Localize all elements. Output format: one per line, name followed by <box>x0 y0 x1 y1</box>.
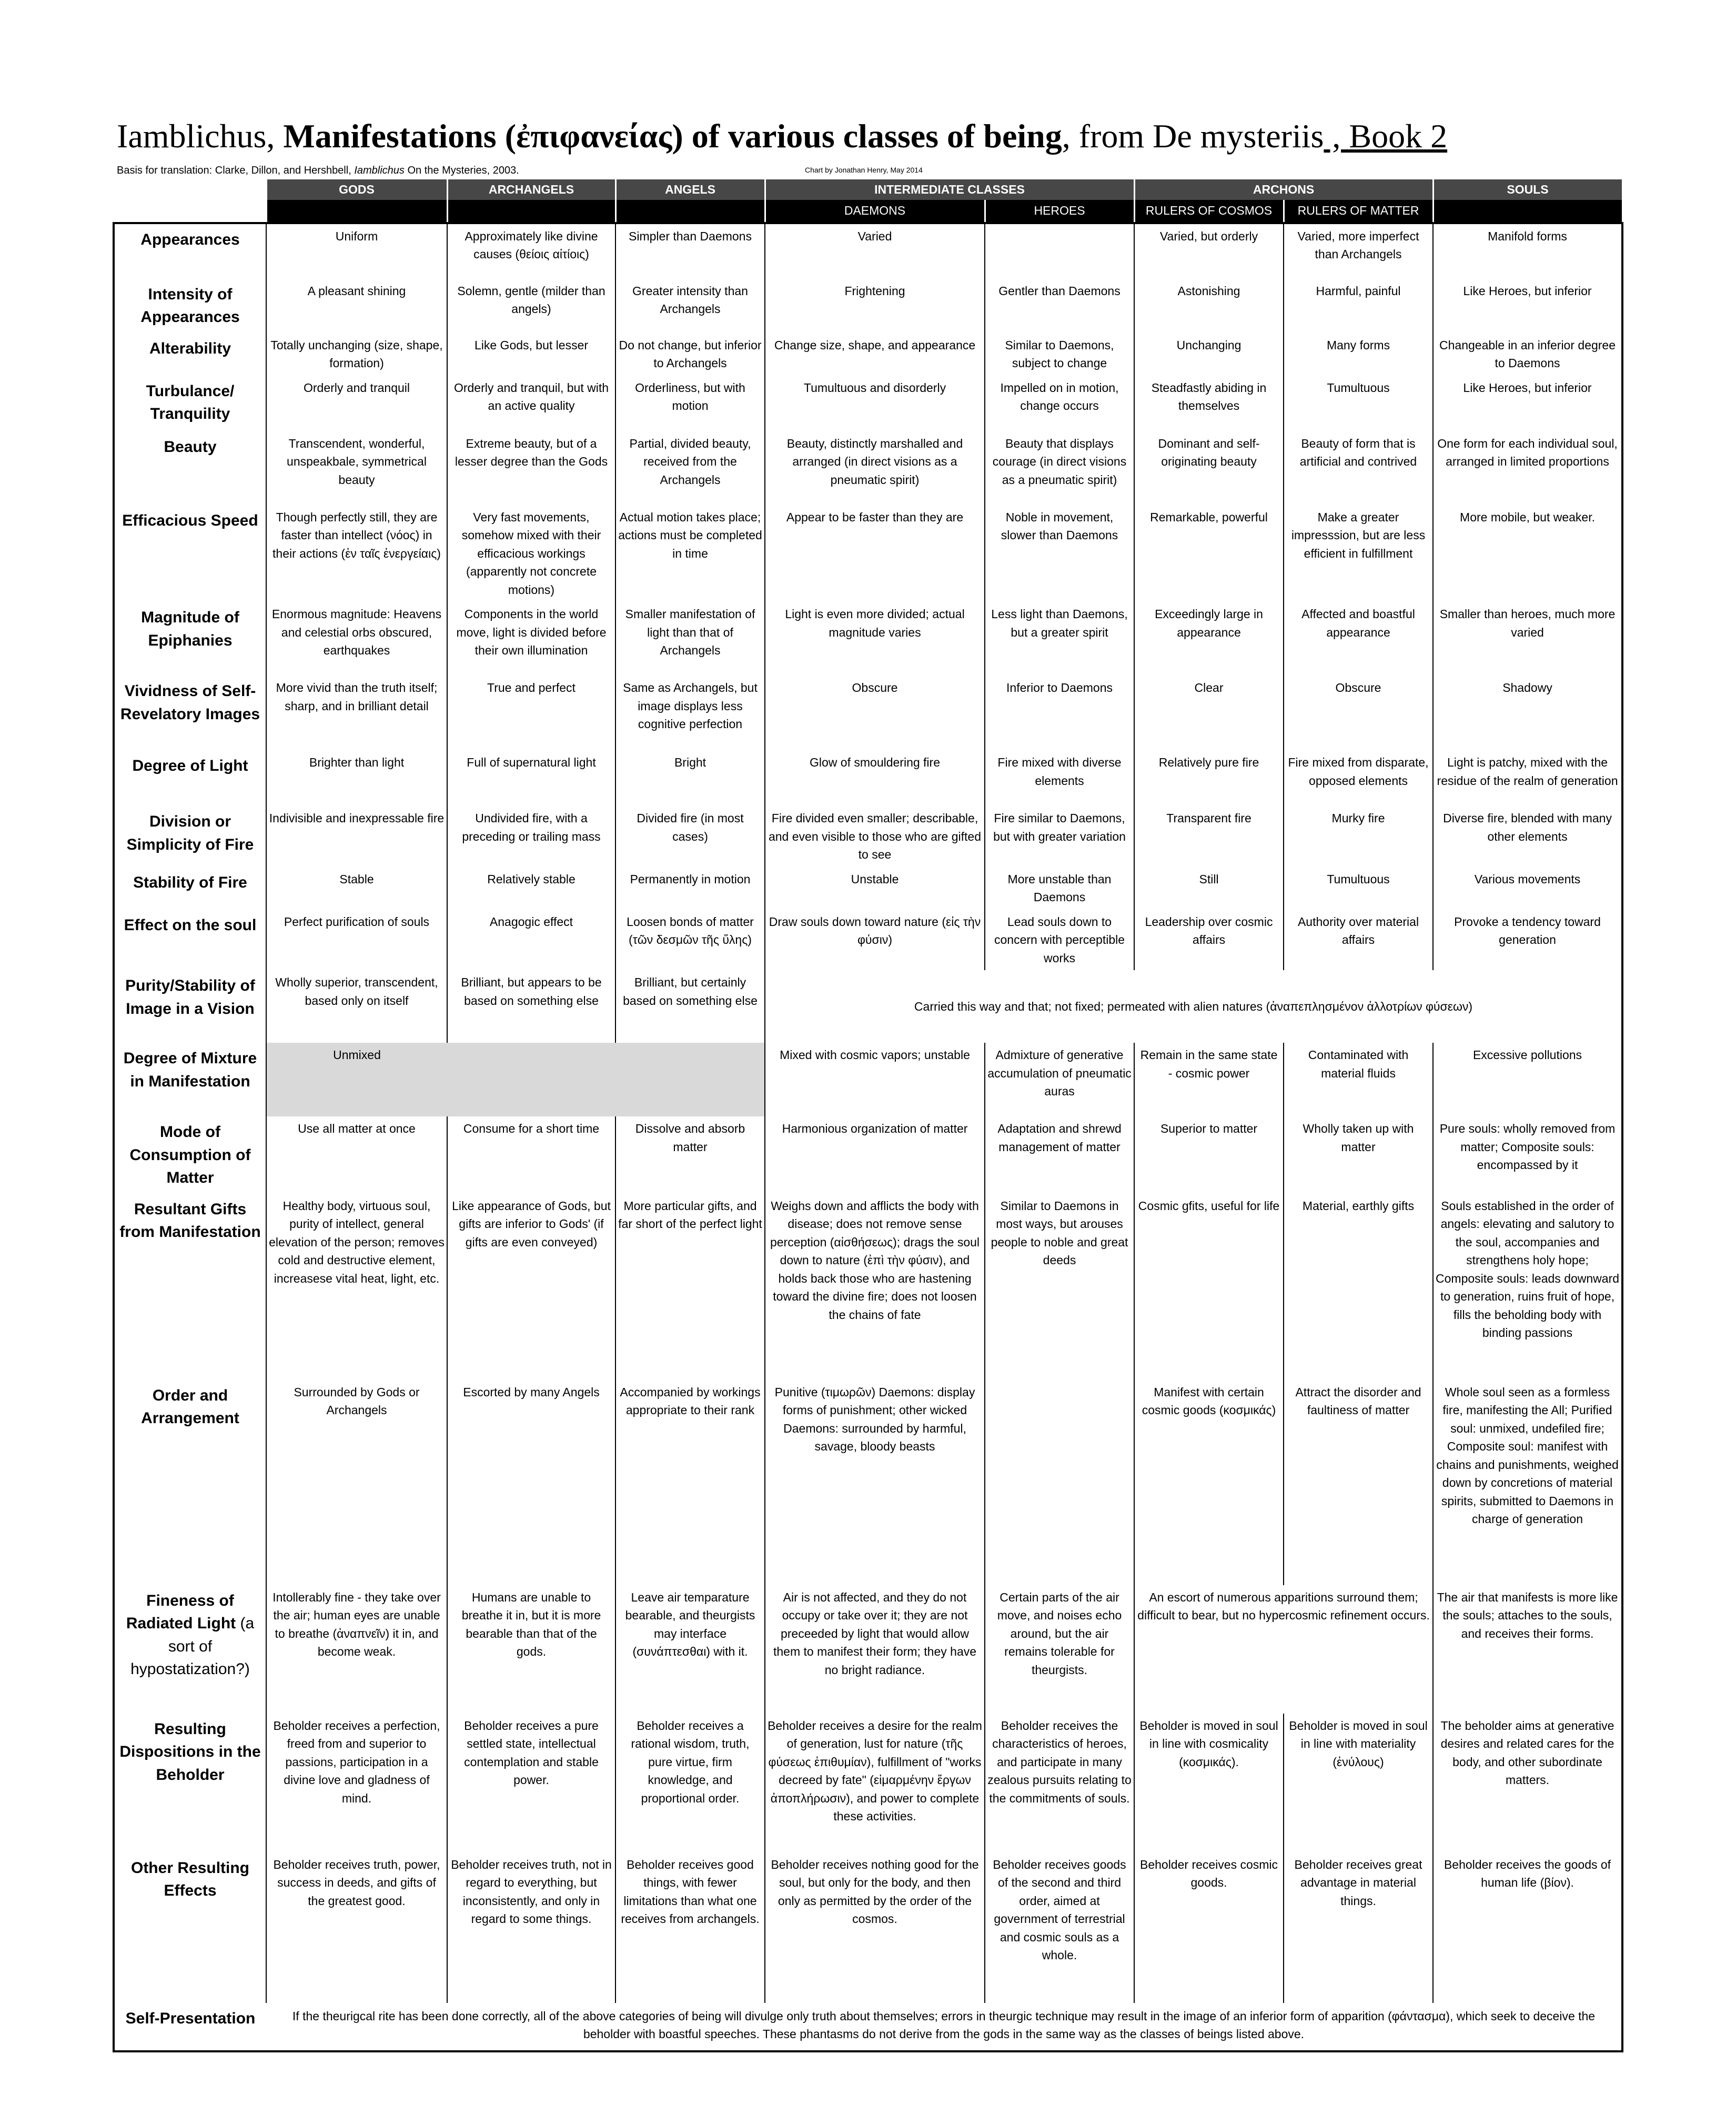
cell-daemons: Tumultuous and disorderly <box>765 376 985 431</box>
header-intermediate: INTERMEDIATE CLASSES <box>765 179 1134 200</box>
cell-gods: Wholly superior, transcendent, based only on itself <box>266 970 447 1043</box>
cell-daemons: Mixed with cosmic vapors; unstable <box>765 1043 985 1116</box>
cell-archangels: Very fast movements, somehow mixed with their efficacious workings (apparently not concrete motions) <box>447 505 615 602</box>
cell-daemons: Glow of smouldering fire <box>765 750 985 806</box>
cell-archangels: Extreme beauty, but of a lesser degree than the Gods <box>447 431 615 505</box>
cell-souls: The air that manifests is more like the souls; attaches to the souls, and receives their forms. <box>1433 1585 1622 1714</box>
cell-daemons: Obscure <box>765 676 985 750</box>
cell-souls: Manifold forms <box>1433 223 1622 279</box>
cell-rulers-cosmos: Remain in the same state - cosmic power <box>1134 1043 1284 1116</box>
cell-heroes: More unstable than Daemons <box>985 867 1134 910</box>
row-label: Beauty <box>114 431 266 505</box>
cell-archangels: Orderly and tranquil, but with an active quality <box>447 376 615 431</box>
cell-rulers-matter: Harmful, painful <box>1284 279 1433 333</box>
row-label: Degree of Light <box>114 750 266 806</box>
cell-archons: An escort of numerous apparitions surround them; difficult to bear, but no hypercosmic refinement occurs. <box>1134 1585 1433 1714</box>
cell-rulers-matter: Beholder is moved in soul in line with materiality (ἐνύλους) <box>1284 1714 1433 1852</box>
cell-gods: Surrounded by Gods or Archangels <box>266 1380 447 1585</box>
cell-gods: Beholder receives a perfection, freed from and superior to passions, participation in a divine love and gladness of mind. <box>266 1714 447 1852</box>
cell-daemons: Unstable <box>765 867 985 910</box>
cell-gods: Uniform <box>266 223 447 279</box>
cell-daemons: Punitive (τιμωρῶν) Daemons: display forms of punishment; other wicked Daemons: surrounded by harmful, savage, bloody beasts <box>765 1380 985 1585</box>
cell-rulers-matter: Material, earthly gifts <box>1284 1194 1433 1380</box>
cell-rulers-cosmos: Varied, but orderly <box>1134 223 1284 279</box>
cell-archangels: Undivided fire, with a preceding or trailing mass <box>447 806 615 867</box>
cell-rulers-matter: Authority over material affairs <box>1284 910 1433 971</box>
cell-heroes <box>985 223 1134 279</box>
cell-angels: Do not change, but inferior to Archangels <box>615 333 765 376</box>
cell-souls: Light is patchy, mixed with the residue of the realm of generation <box>1433 750 1622 806</box>
row-label: Stability of Fire <box>114 867 266 910</box>
row-label: Other Resulting Effects <box>114 1852 266 2003</box>
row-other <box>114 1852 1622 2003</box>
cell-angels: Simpler than Daemons <box>615 223 765 279</box>
cell-heroes: Fire similar to Daemons, but with greater variation <box>985 806 1134 867</box>
cell-daemons: Change size, shape, and appearance <box>765 333 985 376</box>
cell-gods: Perfect purification of souls <box>266 910 447 971</box>
cell-daemons: Weighs down and afflicts the body with disease; does not remove sense perception (αἰσθήσεως); drags the soul down to nature (ἐπὶ τὴν φύσιν), and holds back those who are hastening toward the divine fire; does not loosen the chains of fate <box>765 1194 985 1380</box>
cell-heroes: Similar to Daemons, subject to change <box>985 333 1134 376</box>
cell-angels: Leave air temparature bearable, and theurgists may interface (συνάπτεσθαι) with it. <box>615 1585 765 1714</box>
row-appearances <box>114 223 1622 279</box>
cell-souls: Diverse fire, blended with many other elements <box>1433 806 1622 867</box>
row-alterability <box>114 333 1622 376</box>
cell-intermediate-archons-souls: Carried this way and that; not fixed; permeated with alien natures (ἀναπεπλησμένον ἀλλοτρίων φύσεων) <box>765 970 1622 1043</box>
cell-self-presentation: If the theurigcal rite has been done correctly, all of the above categories of being will divulge only truth about themselves; errors in theurgic technique may result in the image of an inferior form of apparition (φάντασμα), which seek to deceive the beholder with boastful speeches. These phantasms do not derive from the gods in the same way as the classes of beings listed above. <box>266 2003 1622 2051</box>
row-label: Mode of Consumption of Matter <box>114 1116 266 1194</box>
cell-gods: Transcendent, wonderful, unspeakbale, symmetrical beauty <box>266 431 447 505</box>
cell-gods: Indivisible and inexpressable fire <box>266 806 447 867</box>
cell-souls: Like Heroes, but inferior <box>1433 279 1622 333</box>
header-archons: ARCHONS <box>1134 179 1433 200</box>
row-gifts <box>114 1194 1622 1380</box>
cell-gods: A pleasant shining <box>266 279 447 333</box>
cell-rulers-cosmos: Beholder receives cosmic goods. <box>1134 1852 1284 2003</box>
cell-archangels: Escorted by many Angels <box>447 1380 615 1585</box>
cell-archangels: Like Gods, but lesser <box>447 333 615 376</box>
cell-heroes <box>985 1380 1134 1585</box>
header-heroes: HEROES <box>985 200 1134 223</box>
cell-souls: Like Heroes, but inferior <box>1433 376 1622 431</box>
row-stability <box>114 867 1622 910</box>
cell-heroes: Beholder receives the characteristics of heroes, and participate in many zealous pursuits relating to the commitments of souls. <box>985 1714 1134 1852</box>
row-label: Intensity of Appearances <box>114 279 266 333</box>
cell-daemons: Frightening <box>765 279 985 333</box>
cell-rulers-cosmos: Cosmic gfits, useful for life <box>1134 1194 1284 1380</box>
cell-angels: Bright <box>615 750 765 806</box>
header-gods: GODS <box>266 179 447 200</box>
cell-heroes: Fire mixed with diverse elements <box>985 750 1134 806</box>
cell-angels: More particular gifts, and far short of the perfect light <box>615 1194 765 1380</box>
cell-heroes: Inferior to Daemons <box>985 676 1134 750</box>
cell-souls: Souls established in the order of angels: elevating and salutory to the soul, accompanies and strengthens holy hope; Composite souls: leads downward to generation, ruins fruit of hope, fills the beholding body with binding passions <box>1433 1194 1622 1380</box>
cell-souls: Shadowy <box>1433 676 1622 750</box>
header-souls: SOULS <box>1433 179 1622 200</box>
row-magnitude <box>114 602 1622 676</box>
row-beauty <box>114 431 1622 505</box>
cell-rulers-matter: Beauty of form that is artificial and contrived <box>1284 431 1433 505</box>
cell-rulers-cosmos: Unchanging <box>1134 333 1284 376</box>
cell-rulers-cosmos: Clear <box>1134 676 1284 750</box>
cell-heroes: Beholder receives goods of the second and third order, aimed at government of terrestrial and cosmic souls as a whole. <box>985 1852 1134 2003</box>
cell-gods: Brighter than light <box>266 750 447 806</box>
cell-archangels: Beholder receives a pure settled state, intellectual contemplation and stable power. <box>447 1714 615 1852</box>
header-archangels: ARCHANGELS <box>447 179 615 200</box>
cell-rulers-cosmos: Manifest with certain cosmic goods (κοσμικάς) <box>1134 1380 1284 1585</box>
cell-archangels: Solemn, gentle (milder than angels) <box>447 279 615 333</box>
cell-daemons: Beholder receives a desire for the realm of generation, lust for nature (τῆς φύσεως ἐπιθυμίαν), fulfillment of "works decreed by fate" (εἱμαρμένην ἔργων ἀποπλήρωσιν), and power to complete these activities. <box>765 1714 985 1852</box>
cell-rulers-cosmos: Still <box>1134 867 1284 910</box>
cell-rulers-cosmos: Dominant and self-originating beauty <box>1134 431 1284 505</box>
page-title: Iamblichus, Manifestations (ἐπιφανείας) of various classes of being, from De mysteriis , Book 2 <box>117 117 1448 155</box>
chart-credit: Chart by Jonathan Henry, May 2014 <box>805 166 923 174</box>
row-label: Fineness of Radiated Light (a sort of hypostatization?) <box>114 1585 266 1714</box>
cell-angels: Divided fire (in most cases) <box>615 806 765 867</box>
row-intensity <box>114 279 1622 333</box>
row-mixture <box>114 1043 1622 1116</box>
cell-angels: Beholder receives good things, with fewer limitations than what one receives from archangels. <box>615 1852 765 2003</box>
cell-rulers-cosmos: Astonishing <box>1134 279 1284 333</box>
cell-daemons: Beholder receives nothing good for the soul, but only for the body, and then only as permitted by the order of the cosmos. <box>765 1852 985 2003</box>
cell-rulers-cosmos: Steadfastly abiding in themselves <box>1134 376 1284 431</box>
cell-heroes: Impelled on in motion, change occurs <box>985 376 1134 431</box>
row-label: Magnitude of Epiphanies <box>114 602 266 676</box>
cell-heroes: Noble in movement, slower than Daemons <box>985 505 1134 602</box>
cell-archangels: Components in the world move, light is divided before their own illumination <box>447 602 615 676</box>
cell-daemons: Light is even more divided; actual magnitude varies <box>765 602 985 676</box>
cell-rulers-matter: Attract the disorder and faultiness of matter <box>1284 1380 1433 1585</box>
row-self-presentation <box>114 2003 1622 2051</box>
cell-souls: The beholder aims at generative desires and related cares for the body, and other subordinate matters. <box>1433 1714 1622 1852</box>
row-label: Degree of Mixture in Manifestation <box>114 1043 266 1116</box>
cell-gods: Though perfectly still, they are faster than intellect (νόος) in their actions (ἐν ταῖς ἐνεργείαις) <box>266 505 447 602</box>
cell-gods: More vivid than the truth itself; sharp, and in brilliant detail <box>266 676 447 750</box>
cell-rulers-cosmos: Exceedingly large in appearance <box>1134 602 1284 676</box>
cell-souls: Excessive pollutions <box>1433 1043 1622 1116</box>
cell-angels: Brilliant, but certainly based on something else <box>615 970 765 1043</box>
cell-rulers-cosmos: Beholder is moved in soul in line with cosmicality (κοσμικάς). <box>1134 1714 1284 1852</box>
cell-heroes: Beauty that displays courage (in direct visions as a pneumatic spirit) <box>985 431 1134 505</box>
cell-angels: Partial, divided beauty, received from the Archangels <box>615 431 765 505</box>
cell-archangels: True and perfect <box>447 676 615 750</box>
cell-daemons: Air is not affected, and they do not occupy or take over it; they are not preceeded by light that would allow them to manifest their form; they have no bright radiance. <box>765 1585 985 1714</box>
row-effect <box>114 910 1622 971</box>
cell-gods: Healthy body, virtuous soul, purity of intellect, general elevation of the person; removes cold and destructive element, increasese vital heat, light, etc. <box>266 1194 447 1380</box>
cell-angels: Greater intensity than Archangels <box>615 279 765 333</box>
cell-rulers-matter: Contaminated with material fluids <box>1284 1043 1433 1116</box>
cell-daemons: Appear to be faster than they are <box>765 505 985 602</box>
cell-rulers-matter: Tumultuous <box>1284 376 1433 431</box>
cell-souls: Changeable in an inferior degree to Daemons <box>1433 333 1622 376</box>
header-rulers-matter: RULERS OF MATTER <box>1284 200 1433 223</box>
header-angels: ANGELS <box>615 179 765 200</box>
cell-rulers-matter: Make a greater impresssion, but are less efficient in fulfillment <box>1284 505 1433 602</box>
cell-angels: Actual motion takes place; actions must be completed in time <box>615 505 765 602</box>
cell-heroes: Certain parts of the air move, and noises echo around, but the air remains tolerable for theurgists. <box>985 1585 1134 1714</box>
cell-archangels: Full of supernatural light <box>447 750 615 806</box>
row-label: Purity/Stability of Image in a Vision <box>114 970 266 1043</box>
cell-heroes: Lead souls down to concern with perceptible works <box>985 910 1134 971</box>
cell-gods: Enormous magnitude: Heavens and celestial orbs obscured, earthquakes <box>266 602 447 676</box>
row-label: Appearances <box>114 223 266 279</box>
cell-rulers-cosmos: Leadership over cosmic affairs <box>1134 910 1284 971</box>
cell-archangels: Relatively stable <box>447 867 615 910</box>
cell-archangels: Humans are unable to breathe it in, but it is more bearable than that of the gods. <box>447 1585 615 1714</box>
cell-rulers-matter: Many forms <box>1284 333 1433 376</box>
row-label: Resulting Dispositions in the Beholder <box>114 1714 266 1852</box>
header-rulers-cosmos: RULERS OF COSMOS <box>1134 200 1284 223</box>
cell-gods: Totally unchanging (size, shape, formation) <box>266 333 447 376</box>
row-label: Self-Presentation <box>114 2003 266 2051</box>
cell-archangels: Brilliant, but appears to be based on something else <box>447 970 615 1043</box>
cell-daemons: Harmonious organization of matter <box>765 1116 985 1194</box>
header-row-subclasses <box>114 200 1622 223</box>
cell-heroes: Gentler than Daemons <box>985 279 1134 333</box>
cell-souls: Provoke a tendency toward generation <box>1433 910 1622 971</box>
cell-gods: Orderly and tranquil <box>266 376 447 431</box>
cell-angels: Accompanied by workings appropriate to their rank <box>615 1380 765 1585</box>
cell-angels: Dissolve and absorb matter <box>615 1116 765 1194</box>
row-speed <box>114 505 1622 602</box>
cell-souls: Beholder receives the goods of human life (βίον). <box>1433 1852 1622 2003</box>
row-label: Resultant Gifts from Manifestation <box>114 1194 266 1380</box>
row-light <box>114 750 1622 806</box>
header-daemons: DAEMONS <box>765 200 985 223</box>
cell-rulers-matter: Varied, more imperfect than Archangels <box>1284 223 1433 279</box>
cell-rulers-cosmos: Relatively pure fire <box>1134 750 1284 806</box>
row-purity <box>114 970 1622 1043</box>
cell-souls: Various movements <box>1433 867 1622 910</box>
cell-gods: Intollerably fine - they take over the air; human eyes are unable to breathe (ἀναπνεῖν) it in, and become weak. <box>266 1585 447 1714</box>
cell-rulers-matter: Beholder receives great advantage in material things. <box>1284 1852 1433 2003</box>
cell-daemons: Draw souls down toward nature (εἰς τὴν φύσιν) <box>765 910 985 971</box>
cell-gods: Use all matter at once <box>266 1116 447 1194</box>
cell-rulers-matter: Tumultuous <box>1284 867 1433 910</box>
cell-rulers-matter: Wholly taken up with matter <box>1284 1116 1433 1194</box>
cell-angels: Smaller manifestation of light than that of Archangels <box>615 602 765 676</box>
cell-heroes: Adaptation and shrewd management of matter <box>985 1116 1134 1194</box>
manifestations-table <box>113 179 1623 2052</box>
cell-gods: Beholder receives truth, power, success in deeds, and gifts of the greatest good. <box>266 1852 447 2003</box>
translation-basis: Basis for translation: Clarke, Dillon, and Hershbell, Iamblichus On the Mysteries, 2003. <box>117 165 519 176</box>
cell-souls: One form for each individual soul, arranged in limited proportions <box>1433 431 1622 505</box>
cell-daemons: Beauty, distinctly marshalled and arranged (in direct visions as a pneumatic spirit) <box>765 431 985 505</box>
cell-daemons: Varied <box>765 223 985 279</box>
cell-angels <box>615 1043 765 1116</box>
cell-gods: Stable <box>266 867 447 910</box>
cell-angels: Orderliness, but with motion <box>615 376 765 431</box>
cell-archangels <box>447 1043 615 1116</box>
cell-rulers-matter: Fire mixed from disparate, opposed elements <box>1284 750 1433 806</box>
row-turbulance <box>114 376 1622 431</box>
cell-daemons: Fire divided even smaller; describable, and even visible to those who are gifted to see <box>765 806 985 867</box>
cell-rulers-matter: Obscure <box>1284 676 1433 750</box>
cell-archangels: Consume for a short time <box>447 1116 615 1194</box>
cell-heroes: Less light than Daemons, but a greater spirit <box>985 602 1134 676</box>
cell-souls: Smaller than heroes, much more varied <box>1433 602 1622 676</box>
cell-rulers-cosmos: Superior to matter <box>1134 1116 1284 1194</box>
cell-heroes: Similar to Daemons in most ways, but arouses people to noble and great deeds <box>985 1194 1134 1380</box>
cell-souls: Pure souls: wholly removed from matter; Composite souls: encompassed by it <box>1433 1116 1622 1194</box>
cell-rulers-matter: Murky fire <box>1284 806 1433 867</box>
cell-archangels: Approximately like divine causes (θείοις αἰτίοις) <box>447 223 615 279</box>
cell-rulers-cosmos: Transparent fire <box>1134 806 1284 867</box>
row-label: Efficacious Speed <box>114 505 266 602</box>
cell-rulers-matter: Affected and boastful appearance <box>1284 602 1433 676</box>
row-label: Turbulance/ Tranquility <box>114 376 266 431</box>
row-label: Division or Simplicity of Fire <box>114 806 266 867</box>
cell-angels: Loosen bonds of matter (τῶν δεσμῶν τῆς ὕλης) <box>615 910 765 971</box>
row-dispositions <box>114 1714 1622 1852</box>
row-consumption <box>114 1116 1622 1194</box>
row-label: Alterability <box>114 333 266 376</box>
cell-heroes: Admixture of generative accumulation of pneumatic auras <box>985 1043 1134 1116</box>
row-division <box>114 806 1622 867</box>
cell-souls: Whole soul seen as a formless fire, manifesting the All; Purified soul: unmixed, undefiled fire; Composite soul: manifest with chains and punishments, weighed down by concretions of material spirits, submitted to Daemons in charge of generation <box>1433 1380 1622 1585</box>
row-label: Effect on the soul <box>114 910 266 971</box>
row-vividness <box>114 676 1622 750</box>
row-label: Vividness of Self-Revelatory Images <box>114 676 266 750</box>
row-label: Order and Arrangement <box>114 1380 266 1585</box>
cell-souls: More mobile, but weaker. <box>1433 505 1622 602</box>
row-order <box>114 1380 1622 1585</box>
row-fineness <box>114 1585 1622 1714</box>
cell-angels: Beholder receives a rational wisdom, truth, pure virtue, firm knowledge, and proportional order. <box>615 1714 765 1852</box>
cell-angels: Same as Archangels, but image displays less cognitive perfection <box>615 676 765 750</box>
cell-angels: Permanently in motion <box>615 867 765 910</box>
cell-gods: Unmixed <box>266 1043 447 1116</box>
cell-archangels: Beholder receives truth, not in regard to everything, but inconsistently, and only in regard to some things. <box>447 1852 615 2003</box>
cell-archangels: Anagogic effect <box>447 910 615 971</box>
header-row-classes <box>114 179 1622 200</box>
cell-rulers-cosmos: Remarkable, powerful <box>1134 505 1284 602</box>
cell-archangels: Like appearance of Gods, but gifts are inferior to Gods' (if gifts are even conveyed) <box>447 1194 615 1380</box>
